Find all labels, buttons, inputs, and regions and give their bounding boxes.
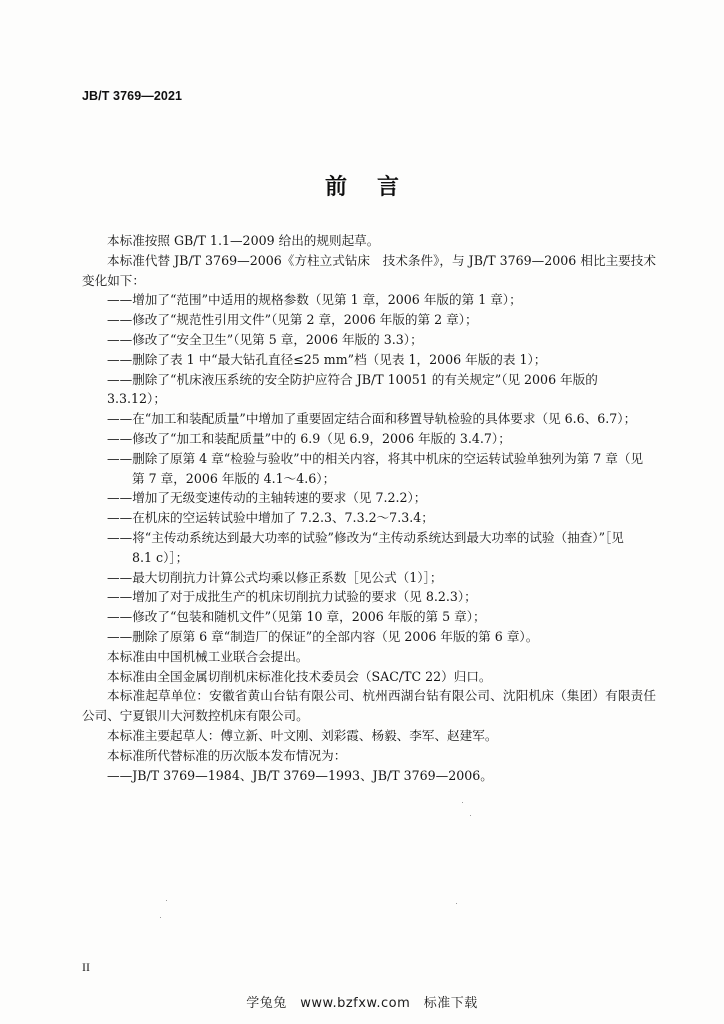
list-item-continuation: 8.1 c）］； <box>132 549 189 565</box>
changes-list <box>82 290 656 646</box>
list-item: ——增加了“范围”中适用的规格参数（见第 1 章，2006 年版的第 1 章）； <box>107 292 522 308</box>
scan-speck <box>456 903 457 904</box>
paragraph-proposer: 本标准由中国机械工业联合会提出。 <box>107 648 309 664</box>
list-item: ——删除了原第 4 章“检验与验收”中的相关内容，将其中机床的空运转试验单独列为第 7 章（见 第 7 章，2006 年版的 4.1～4.6）； <box>82 449 656 489</box>
watermark-footer: 学兔兔 www.bzfxw.com 标准下载 <box>246 996 478 1011</box>
list-item-continuation: 第 7 章，2006 年版的 4.1～4.6）； <box>132 470 336 486</box>
document-code: JB/T 3769—2021 <box>82 89 183 103</box>
list-item: ——修改了“规范性引用文件”（见第 2 章，2006 年版的第 2 章）； <box>107 312 478 328</box>
paragraph-history-intro: 本标准所代替标准的历次版本发布情况为： <box>107 747 347 763</box>
paragraph-drafters: 本标准主要起草人：傅立新、叶文刚、刘彩霞、杨毅、李军、赵建军。 <box>107 727 498 743</box>
list-item: ——将“主传动系统达到最大功率的试验”修改为“主传动系统达到最大功率的试验（抽查）”［见 8.1 c）］； <box>82 528 656 568</box>
list-item: ——删除了“机床液压系统的安全防护应符合 JB/T 10051 的有关规定”（见 2006 年版的 3.3.12）； <box>107 371 598 407</box>
list-item: ——修改了“包装和随机文件”（见第 10 章，2006 年版的第 5 章）； <box>107 609 486 625</box>
paragraph-replacement: 本标准代替 JB/T 3769—2006《方柱立式钻床 技术条件》，与 JB/T 3769—2006 相比主要技术变化如下： <box>82 252 656 288</box>
list-item: ——在机床的空运转试验中增加了 7.2.3、7.3.2～7.3.4； <box>107 510 434 526</box>
page-number: II <box>82 960 90 974</box>
list-item: ——在“加工和装配质量”中增加了重要固定结合面和移置导轨检验的具体要求（见 6.6、6.7）； <box>107 411 637 427</box>
paragraph-drafting-rules: 本标准按照 GB/T 1.1—2009 给出的规则起草。 <box>107 233 380 248</box>
paragraph-drafting-units: 本标准起草单位：安徽省黄山台钻有限公司、杭州西湖台钻有限公司、沈阳机床（集团）有限责任公司、宁夏银川大河数控机床有限公司。 <box>82 688 656 724</box>
page-title: 前言 <box>324 174 429 200</box>
scan-speck <box>470 815 471 816</box>
list-item: ——修改了“安全卫生”（见第 5 章，2006 年版的 3.3）； <box>107 331 423 347</box>
list-item: ——增加了对于成批生产的机床切削抗力试验的要求（见 8.2.3）； <box>107 589 477 605</box>
paragraph-technical-committee: 本标准由全国金属切削机床标准化技术委员会（SAC/TC 22）归口。 <box>107 668 492 684</box>
history-list-item: ——JB/T 3769—1984、JB/T 3769—1993、JB/T 3769—2006。 <box>107 767 493 783</box>
scan-speck <box>166 900 167 901</box>
scan-speck <box>160 917 161 918</box>
list-item: ——删除了原第 6 章“制造厂的保证”的全部内容（见 2006 年版的第 6 章）。 <box>107 628 539 644</box>
scan-speck <box>462 802 463 803</box>
list-item: ——修改了“加工和装配质量”中的 6.9（见 6.9，2006 年版的 3.4.7）； <box>107 430 511 446</box>
preface-body <box>82 231 656 785</box>
list-item: ——最大切削抗力计算公式均乘以修正系数［见公式（1）］； <box>107 569 443 585</box>
list-item: ——删除了表 1 中“最大钻孔直径≤25 mm”档（见表 1，2006 年版的表 1）； <box>107 351 547 367</box>
list-item: ——增加了无级变速传动的主轴转速的要求（见 7.2.2）； <box>107 490 427 506</box>
